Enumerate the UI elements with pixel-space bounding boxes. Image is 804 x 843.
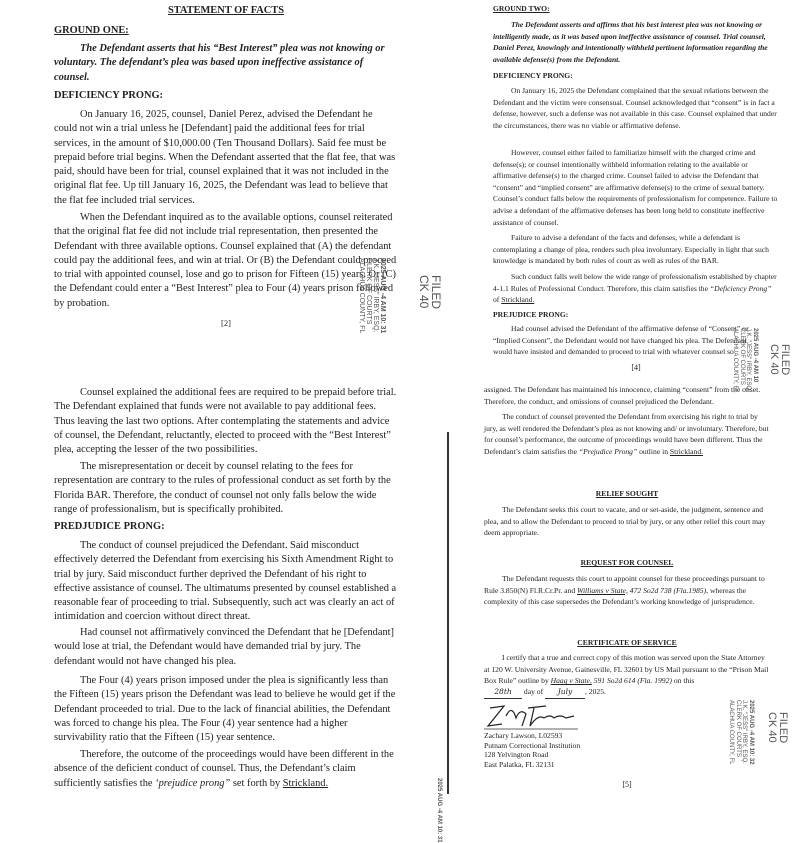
deficiency-heading: DEFICIENCY PRONG: <box>54 90 164 101</box>
handwritten-month: July <box>545 686 585 699</box>
text: , whereas the complexity of this case supersedes the Defendant’s working knowledge of jurisprudence. <box>484 585 755 607</box>
paragraph <box>54 748 398 791</box>
text: set forth by <box>230 777 283 789</box>
prejudice-heading: PREDJUDICE PRONG: <box>54 521 165 532</box>
text: The Defendant requests this court to appoint counsel for these proceedings pursuant to Rule 3.850(N) Fl.R.Cr.Pr. and <box>484 574 765 595</box>
paragraph: The Defendant seeks this court to vacate, and or set-aside, the judgment, sentence and plea, and to allow the Defendant to proceed to trial by jury, or any other relief this court may deem appropriate. <box>484 505 766 538</box>
prejudice-heading: PREJUDICE PRONG: <box>493 310 569 319</box>
emphasis: ‘prejudice prong” <box>155 777 231 789</box>
relief-heading: RELIEF SOUGHT <box>595 489 659 498</box>
stamp-text: CK 40 <box>766 712 778 743</box>
page-number: [4] <box>631 363 641 372</box>
section-title: STATEMENT OF FACTS <box>167 5 285 16</box>
stamp-text: CK 40 <box>417 275 431 309</box>
stamp-text: CLERK OF COURTS <box>739 328 745 385</box>
text: Therefore, the outcome of the proceedings would have been different in the absence of the deficient conduct of counsel. Thus, the Defendant’s claim sufficiently satisfies the <box>54 749 394 789</box>
case-citation: Williams v State, <box>577 585 628 595</box>
text: of <box>493 295 502 305</box>
stamp-text: FILED <box>777 712 789 744</box>
filed-stamp <box>418 275 442 309</box>
address-line-1: 128 Yelvington Road <box>484 750 549 759</box>
paragraph: The misrepresentation or deceit by counsel relating to the fees for representation are contrary to the rules of professional conduct as set forth by the Florida BAR. Therefore, the conduct of counsel not only falls below the wide range of professionalism, but is specifically prohibited. <box>54 461 391 515</box>
emphasis: “Deficiency Prong” <box>709 283 772 293</box>
paragraph <box>484 573 770 608</box>
page-number: [5] <box>622 780 632 789</box>
text: outline in <box>637 446 670 456</box>
counsel-heading: REQUEST FOR COUNSEL <box>580 558 674 567</box>
case-citation: Haag v State, <box>550 676 592 686</box>
text: , 2025. <box>585 687 606 696</box>
date-line <box>484 686 770 699</box>
page-edge-line <box>447 432 449 794</box>
case-citation: Strickland. <box>282 777 329 789</box>
citation: 472 So2d 738 (Fla.1985) <box>627 585 707 595</box>
paragraph <box>493 271 779 306</box>
ground-one-heading: GROUND ONE: <box>54 25 129 36</box>
ground-one-claim: The Defendant asserts that his “Best Interest” plea was not knowing or voluntary. The defendant’s plea was based upon ineffective assistance of counsel. <box>54 43 385 83</box>
stamp-text: 2025 AUG -4 AM 10 <box>752 328 758 383</box>
text: The conduct of counsel prevented the Defendant from exercising his right to trial by jury, as well rendered the Defendant’s plea as not knowing and/ or involuntary. Therefore, but for counsel’s performance, the outcome of proceedings would have been different. Thus the Defendant’s claim satisfies the <box>484 412 769 456</box>
paragraph: On January 16, 2025, counsel, Daniel Perez, advised the Defendant he could not win a trial unless he [Defendant] paid the additional fees for trial services, in the amount of $10,000.00 (Ten Thousand Dollars). Said fee must be prepaid before trial begins. When the Defendant asserted that the flat fee, that was paid, should have been for trial, counsel explained that it was not included in the original flat fee. Up till January 16, 2025, the Defendant was lead to believe that the flat fee included trial services. <box>54 109 396 206</box>
paragraph: The Four (4) years prison imposed under the plea is significantly less than the Fifteen (15) years prison the Defendant was lead to believe he would get if the Defendant proceeded to trial. Due to the lack of financial abilities, the Defendant was forced to change his plea. The Four (4) year sentence had a higher survivability ratio that the Fifteen (15) year sentence. <box>54 675 396 744</box>
paragraph: However, counsel either failed to familiarize himself with the charged crime and defense(s); or counsel intentionally withheld information relating to the available or affirmative defense(s) to the charged crime. Counsel failed to advise the Defendant that “consent” and “implied consent” are affirmative defense(s) to the crime of sexual battery. Counsel’s conduct falls below the requirements of professionalism for competence. Failure to advise a defendant of the affirmative defenses has been long held to constitute ineffective assistance of counsel. <box>493 148 778 227</box>
paragraph: Had counsel advised the Defendant of the affirmative defense of “Consent” or “Implied Consent”, the Defendant would not have changed his plea. The Defendant would have insisted and demanded to proceed to trial with whatever counsel so <box>493 324 749 357</box>
text: Such conduct falls well below the wide range of professionalism established by chapter 4-1.1 Rules of Professional Conduct. Therefore, this claim satisfies the <box>493 272 777 293</box>
signer-name: Zachary Lawson, L02593 <box>484 731 563 740</box>
stamp-text: CLERK OF COURTS <box>735 700 741 757</box>
ground-two-heading: GROUND TWO: <box>493 4 550 13</box>
emphasis: “Prejudice Prong” <box>578 446 638 456</box>
stamp-text: 2025 AUG -4 AM 10: 31 <box>379 258 386 334</box>
text: I certify that a true and correct copy of this motion was served upon the State Attorney at 120 W. University Avenue, Gainesville, FL 32601 by US Mail pursuant to the “Prison Mail Box Rule” outline by <box>484 653 769 686</box>
text: on this <box>671 676 695 686</box>
stamp-text: ALACHUA COUNTY, FL <box>732 328 739 393</box>
ground-two-claim: The Defendant asserts and affirms that his best interest plea was not knowing or intelligently made, as it was based upon ineffective assistance of counsel. Trial counsel, Daniel Perez, knowingly and intentionally withheld pertinent information regarding the available defense(s) from the Defendant. <box>493 20 768 64</box>
stamp-text: FILED <box>429 275 443 310</box>
stamp-text: ALACHUA COUNTY, FL <box>358 258 365 334</box>
date-stamp <box>732 328 758 393</box>
stamp-text: ALACHUA COUNTY, FL <box>728 700 735 765</box>
address-line-2: East Palatka, FL 32131 <box>484 759 555 769</box>
stamp-text: J.K. "JESS" IRBY, ESQ. <box>372 258 379 333</box>
stamp-text: FILED <box>779 344 791 376</box>
paragraph: Failure to advise a defendant of the facts and defenses, while a defendant is contemplating a change of plea, renders such plea involuntary. Especially in light that such knowledge is mandated by both rules of court as well as rules of the BAR. <box>493 233 769 266</box>
date-stamp-partial <box>436 778 443 843</box>
page-number: [2] <box>221 318 231 328</box>
stamp-text: CK 40 <box>768 344 780 375</box>
case-citation: Strickland. <box>501 295 535 305</box>
date-stamp <box>728 700 754 765</box>
institution: Putnam Correctional Institution <box>484 740 581 750</box>
text: day of <box>523 687 544 696</box>
date-stamp <box>358 258 386 333</box>
stamp-text: J.K. "JESS" IRBY, ESQ. <box>741 700 748 764</box>
paragraph: Had counsel not affirmatively convinced the Defendant that he [Defendant] would lose at trial, the Defendant would have demanded trial by jury. The defendant would not have changed his plea. <box>54 627 395 667</box>
signature <box>482 700 582 732</box>
filed-stamp <box>768 344 790 375</box>
paragraph <box>484 652 770 687</box>
paragraph: Counsel explained the additional fees are required to be prepaid before trial. The Defendant explained that funds were not available to pay additional fees. Thus leaving the last two options. After contemplating the statements and advice of counsel, the Defendant, reluctantly, elected to proceed with the “Best Interest” plea, accepting the lesser of the two possibilities. <box>54 387 397 456</box>
certificate-heading: CERTIFICATE OF SERVICE <box>577 638 677 647</box>
stamp-text: CLERK OF COURTS <box>365 258 372 325</box>
case-citation: Strickland. <box>669 446 704 456</box>
paragraph <box>484 411 770 457</box>
handwritten-day: 28th <box>484 686 522 699</box>
stamp-text: J.K. "JESS" IRBY, ESQ. <box>745 328 752 392</box>
paragraph: The conduct of counsel prejudiced the Defendant. Said misconduct effectively deterred the Defendant from exercising his Sixth Amendment Right to trial by jury. Said misconduct further deprived the Defendant of his right to effective assistance of counsel. The ultimatums presented by counsel established a reasonable fear of proceeding to trial. Subsequently, such act was clearly an act of intimidation and coercion without direct threat. <box>54 540 397 623</box>
deficiency-heading: DEFICIENCY PRONG: <box>493 71 573 80</box>
paragraph: assigned. The Defendant has maintained his innocence, claiming “consent” from the onset. Therefore, the conduct, and omissions of counsel prejudiced the Defendant. <box>484 385 761 406</box>
stamp-text: 2025 AUG -4 AM 10: 32 <box>748 700 754 765</box>
filed-stamp <box>766 712 788 743</box>
paragraph: When the Defendant inquired as to the available options, counsel reiterated that the original flat fee did not include trial representation, then presented the Defendant with three available options. Counsel explained that (A) the defendant could pay the additional fees, and win at trial. Or (B) the Defendant could proceed to trial with appointed counsel, lose and go to prison for Fifteen (15) years. Or (C) the Defendant could enter a “Best Interest” plea to Four (4) years prison followed by probation. <box>54 212 397 309</box>
citation: 591 So2d 614 (Fla. 1992) <box>591 676 672 686</box>
stamp-text: 2025 AUG -4 AM 10: 31 <box>436 778 442 843</box>
paragraph: On January 16, 2025 the Defendant complained that the sexual relations between the Defendant and the victim were consensual. Counsel acknowledged that “consent” is in fact a defense, however, such a defense was not available in this case. Counsel explained that under the circumstances, there was no viable or affirmative defense. <box>493 86 777 130</box>
